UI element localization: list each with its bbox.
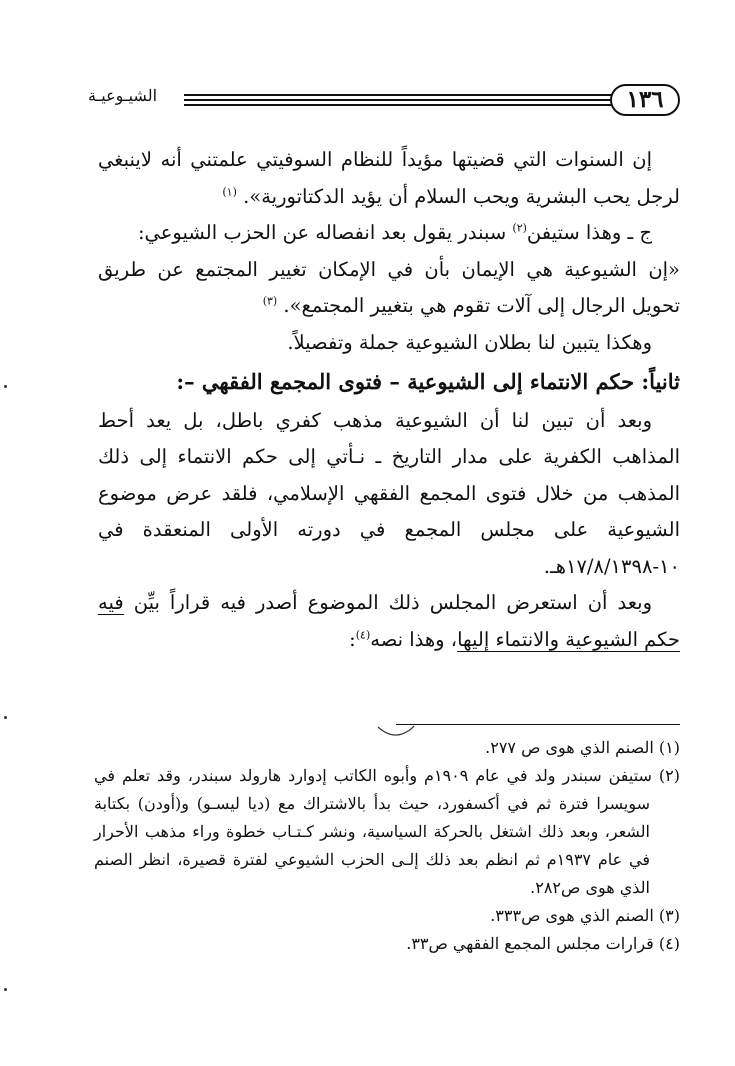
quote-paragraph: [98, 252, 680, 325]
quote-text: «إن الشيوعية هي الإيمان بأن في الإمكان تغيير المجتمع عن طريق تحويل الرجال إلى آلات تقوم هي بتغيير المجتمع».: [98, 257, 680, 317]
paragraph-1-line-2: لرجل يحب البشرية ويحب السلام أن يؤيد الدكتاتورية».: [243, 184, 680, 208]
margin-speck: [4, 716, 7, 719]
paragraph-5: وبعد أن تبين لنا أن الشيوعية مذهب كفري باطل، بل يعد أحط المذاهب الكفرية على مدار التاريخ ـ نـأتي إلى حكم الانتماء إلى ذلك المذهب من خلال فتوى المجمع الفقهي الإسلامي، فلقد عرض موضوع الشيوعية على مجلس المجمع في دورته الأولى المنعقدة في ١٠-١٧/٨/١٣٩٨هـ.: [98, 408, 680, 578]
footnote-1: (١) الصنم الذي هوى ص ٢٧٧.: [485, 738, 680, 757]
paragraph-2-start: ج ـ وهذا ستيفن: [526, 221, 652, 244]
footnote-ref-1: (١): [222, 185, 237, 198]
paragraph-6: [98, 585, 680, 658]
paragraph-2-end: سبندر يقول بعد انفصاله عن الحزب الشيوعي:: [137, 221, 507, 244]
paragraph-6-end: :: [349, 627, 356, 651]
page-number: ١٣٦: [610, 84, 680, 116]
main-text: [98, 142, 680, 658]
header-rule: [184, 94, 612, 96]
running-header: [88, 82, 680, 116]
paragraph-4: وهكذا يتبين لنا بطلان الشيوعية جملة وتفصيلاً.: [287, 330, 652, 354]
running-title: الشيـوعيـة: [88, 86, 158, 105]
header-rule: [184, 104, 612, 106]
paragraph-6-start: وبعد أن استعرض المجلس ذلك الموضوع أصدر فيه قراراً بيِّن: [133, 591, 652, 614]
footnote-4: (٤) قرارات مجلس المجمع الفقهي ص٣٣.: [406, 934, 680, 953]
section-heading: ثانياً: حكم الانتماء إلى الشيوعية – فتوى المجمع الفقهي –:: [176, 369, 680, 394]
paragraph-1: [98, 142, 680, 215]
footnote-ref-2: (٢): [512, 221, 527, 235]
margin-speck: [4, 988, 7, 991]
footnote-2: (٢) ستيفن سبندر ولد في عام ١٩٠٩م وأبوه الكاتب إدوارد هارولد سبندر، وقد تعلم في سويسرا فترة ثم في أكسفورد، حيث بدأ بالاشتراك مع (ديا ليسـو) و(أودن) بكتابة الشعر، وبعد ذلك اشتغل بالحركة السياسية، ونشر كـتـاب خطوة وراء مذهب الأحرار في عام ١٩٣٧م ثم انظم بعد ذلك إلـى الحزب الشيوعي لفترة قصيرة، انظر الصنم الذي هوى ص٢٨٢.: [94, 766, 681, 897]
footnote-3: (٣) الصنم الذي هوى ص٣٣٣.: [490, 906, 680, 925]
underlined-phrase: فيه حكم الشيوعية والانتماء إليها: [98, 591, 680, 651]
footnote-ref-4: (٤): [355, 628, 371, 641]
paragraph-2: [98, 215, 680, 252]
footnote-ref-3: (٣): [262, 294, 278, 308]
footnote-separator: [396, 724, 680, 725]
margin-speck: [4, 385, 7, 388]
header-rule: [184, 99, 612, 101]
paragraph-1-line-1: إن السنوات التي قضيتها مؤيداً للنظام السوفيتي علمتني أنه لاينبغي: [98, 148, 652, 171]
paragraph-6-middle: ، وهذا نصه: [370, 627, 458, 651]
footnotes: [94, 734, 680, 958]
